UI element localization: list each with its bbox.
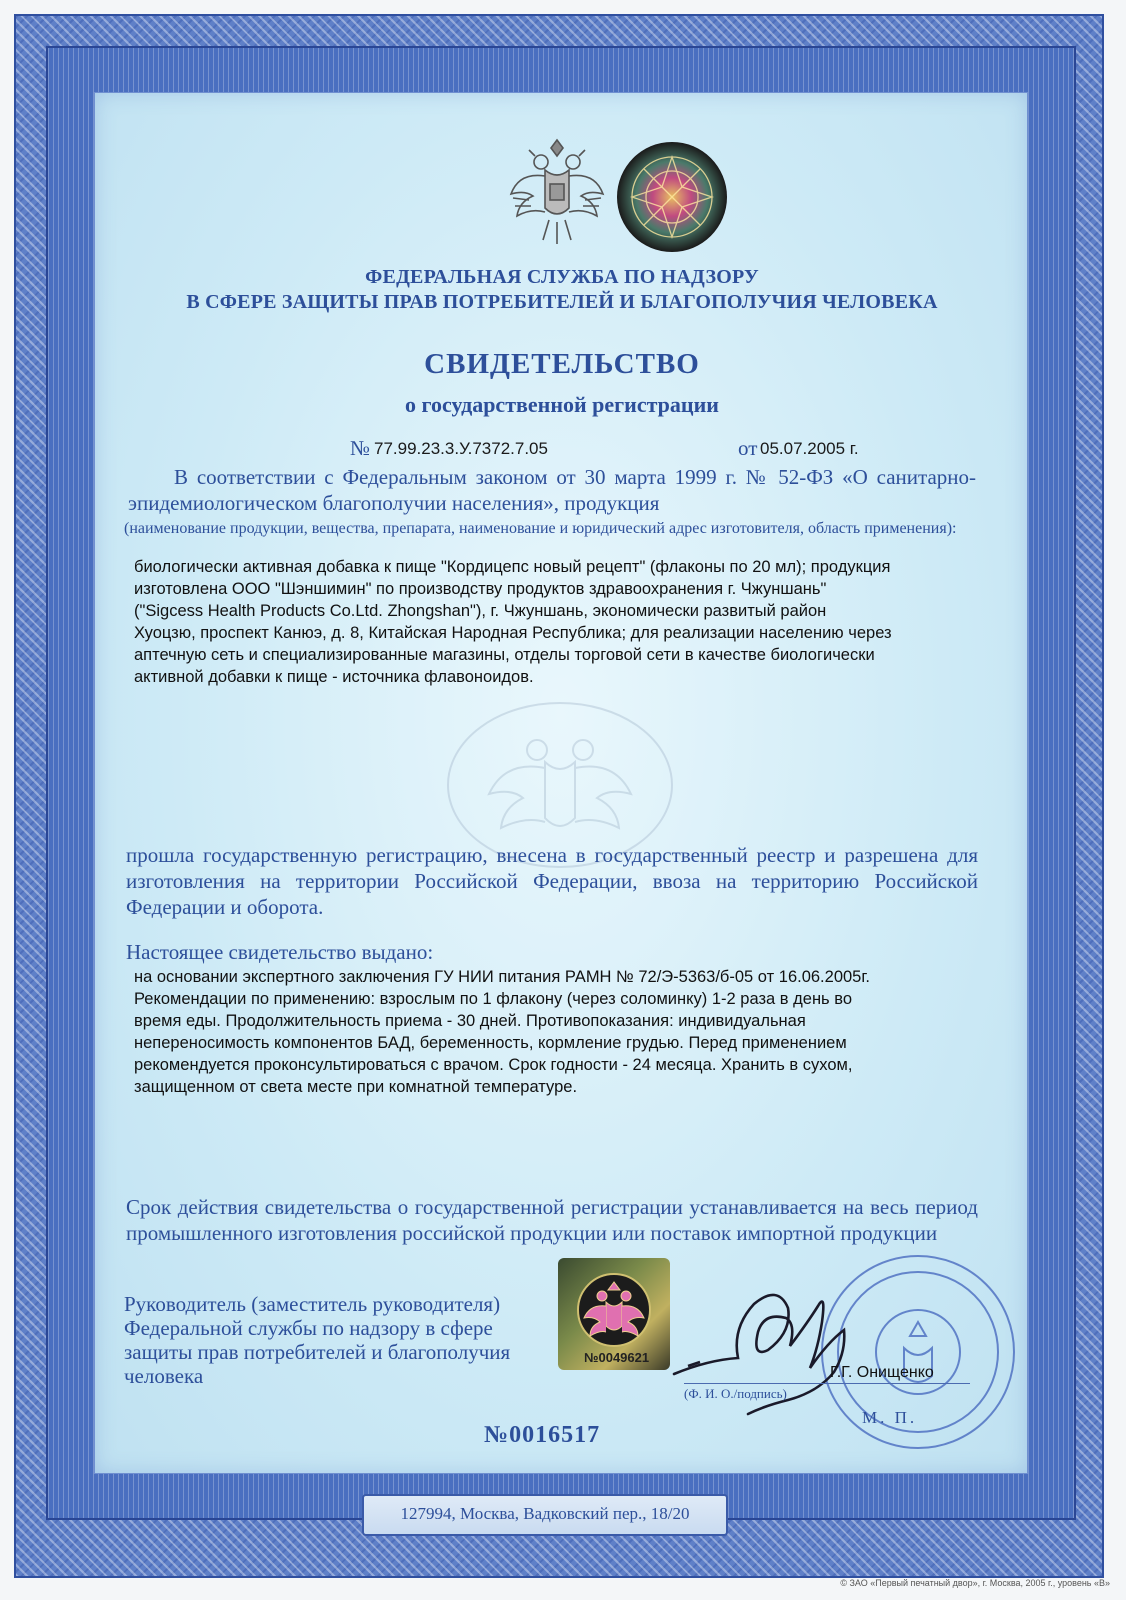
issued-line: защищенном от света месте при комнатной температуре. <box>134 1078 578 1096</box>
signature-line <box>684 1383 970 1384</box>
validity-paragraph: Срок действия свидетельства о государственной регистрации устанавливается на весь период промышленного изготовления российской продукции или поставок импортной продукции <box>126 1195 978 1245</box>
intro-paragraph <box>128 464 976 516</box>
issued-basis <box>134 966 984 1098</box>
role-line: защиты прав потребителей и благополучия <box>124 1340 511 1364</box>
printer-imprint: © ЗАО «Первый печатный двор», г. Москва, 2005 г., уровень «В» <box>840 1578 1110 1588</box>
hologram-sticker <box>556 1256 672 1372</box>
issued-line: время еды. Продолжительность приема - 30 дней. Противопоказания: индивидуальная <box>134 1012 806 1030</box>
product-line: ("Sigcess Health Products Co.Ltd. Zhongshan"), г. Чжуншань, экономически развитый район <box>134 602 827 620</box>
issuer-address: 127994, Москва, Вадковский пер., 18/20 <box>362 1494 728 1536</box>
product-line: Хуоцзю, проспект Канюэ, д. 8, Китайская Народная Республика; для реализации населению через <box>134 624 892 642</box>
role-line: человека <box>124 1364 204 1388</box>
role-line: Руководитель (заместитель руководителя) <box>124 1292 501 1316</box>
agency-name-line2: В СФЕРЕ ЗАЩИТЫ ПРАВ ПОТРЕБИТЕЛЕЙ И БЛАГОПОЛУЧИЯ ЧЕЛОВЕКА <box>186 291 938 313</box>
intro-text: В соответствии с Федеральным законом от 30 марта 1999 г. № 52-ФЗ «О санитарно-эпидемиологическом благополучии населения», продукция <box>128 465 976 515</box>
registration-date: 05.07.2005 г. <box>760 439 859 458</box>
date-prefix: от <box>738 436 758 460</box>
hologram-seal-icon <box>615 140 729 254</box>
field-hint: (наименование продукции, вещества, препарата, наименование и юридический адрес изготовителя, область применения): <box>124 520 957 537</box>
document-title: СВИДЕТЕЛЬСТВО <box>424 348 700 380</box>
issued-line: непереносимость компонентов БАД, беременность, кормление грудью. Перед применением <box>134 1034 847 1052</box>
registration-number-row <box>350 436 890 462</box>
double-headed-eagle-icon <box>505 136 609 248</box>
issued-line: рекомендуется проконсультироваться с врачом. Срок годности - 24 месяца. Хранить в сухом, <box>134 1056 853 1074</box>
number-prefix: № <box>350 436 371 460</box>
product-line: биологически активная добавка к пище "Кордицепс новый рецепт" (флаконы по 20 мл); продукция <box>134 558 891 576</box>
signatory-role <box>124 1292 554 1388</box>
product-line: аптечную сеть и специализированные магазины, отделы торговой сети в качестве биологически <box>134 646 875 664</box>
agency-name-line1: ФЕДЕРАЛЬНАЯ СЛУЖБА ПО НАДЗОРУ <box>365 266 759 288</box>
product-line: изготовлена ООО "Шэншимин" по производству продуктов здравоохранения г. Чжуншань" <box>134 580 827 598</box>
issued-line: на основании экспертного заключения ГУ НИИ питания РАМН № 72/Э-5363/б-05 от 16.06.2005г. <box>134 968 870 986</box>
signer-name: Г.Г. Онищенко <box>830 1364 934 1381</box>
signature-caption: (Ф. И. О./подпись) <box>684 1386 787 1401</box>
seal-place-label: М. П. <box>862 1408 918 1427</box>
registration-number: 77.99.23.3.У.7372.7.05 <box>374 439 548 458</box>
issued-line: Рекомендации по применению: взрослым по 1 флакону (через соломинку) 1-2 раза в день во <box>134 990 852 1008</box>
document-subtitle: о государственной регистрации <box>405 392 719 417</box>
issued-heading: Настоящее свидетельство выдано: <box>126 940 434 964</box>
registration-passed-paragraph: прошла государственную регистрацию, внесена в государственный реестр и разрешена для изготовления на территории Российской Федерации, ввоза на территорию Российской Федерации и оборота. <box>126 843 978 919</box>
certificate-serial: №0016517 <box>484 1422 601 1448</box>
hologram-number: №0049621 <box>584 1350 650 1365</box>
role-line: Федеральной службы по надзору в сфере <box>124 1316 493 1340</box>
product-description <box>134 556 994 688</box>
product-line: активной добавки к пище - источника флавоноидов. <box>134 668 534 686</box>
